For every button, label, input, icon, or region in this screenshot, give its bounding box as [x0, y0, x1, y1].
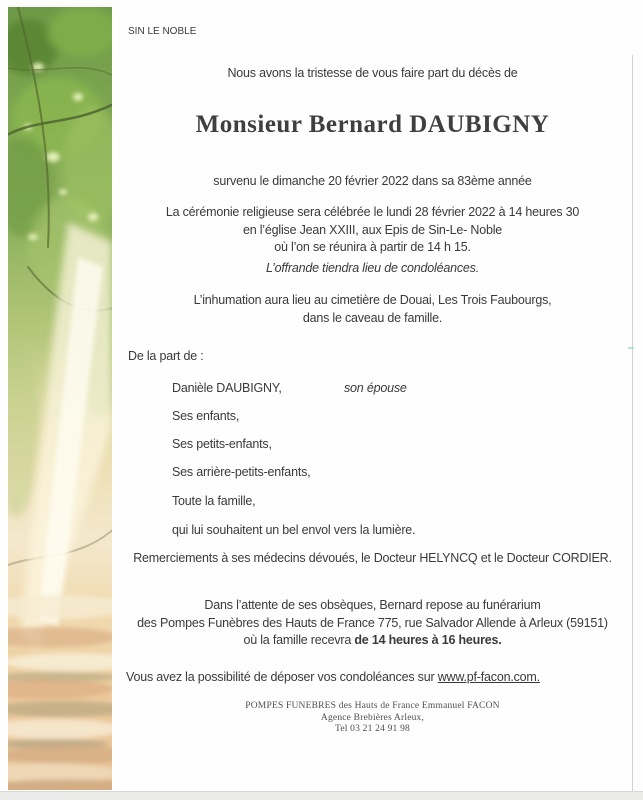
family-member-name: Ses enfants, — [172, 409, 240, 423]
intro-line: Nous avons la tristesse de vous faire part du décès de — [227, 66, 518, 80]
family-member-name: Danièle DAUBIGNY, — [172, 381, 282, 395]
condolences-website-link[interactable]: www.pf-facon.com. — [437, 670, 540, 684]
footer-company-name: POMPES FUNEBRES des Hauts de France Emmanuel FACON — [245, 701, 500, 711]
thanks-line: Remerciements à ses médecins dévoués, le Docteur HELYNCQ et le Docteur CORDIER. — [133, 551, 612, 565]
condolences-text: Vous avez la possibilité de déposer vos condoléances sur — [126, 670, 438, 684]
funeral-home-details — [112, 597, 633, 650]
visiting-hours: de 14 heures à 16 heures. — [354, 633, 502, 647]
family-member-relation: son épouse — [344, 381, 407, 395]
forest-photo — [8, 7, 112, 790]
footer-phone: Tel 03 21 24 91 98 — [335, 724, 410, 734]
repose-line-2: des Pompes Funèbres des Hauts de France 775, rue Salvador Allende à Arleux (59151) — [137, 615, 608, 630]
footer-agency: Agence Brebières Arleux, — [320, 712, 425, 723]
burial-line-2: dans le caveau de famille. — [302, 310, 443, 325]
repose-line-3: où la famille recevra de 14 heures à 16 heures. — [243, 633, 502, 647]
ceremony-line-2: en l’église Jean XXIII, aux Epis de Sin-Le- Noble — [242, 222, 503, 237]
condolences-line — [126, 670, 540, 684]
city-label: SIN LE NOBLE — [128, 26, 197, 37]
family-member-name: qui lui souhaitent un bel envol vers la lumière. — [172, 523, 416, 537]
page-edge-line — [632, 55, 633, 791]
from-label: De la part de : — [128, 349, 204, 363]
page-bottom-shadow — [0, 791, 643, 800]
burial-details — [112, 292, 633, 327]
offering-line: L’offrande tiendra lieu de condoléances. — [266, 261, 479, 275]
scan-artifact — [628, 347, 634, 349]
death-date-line: survenu le dimanche 20 février 2022 dans sa 83ème année — [213, 174, 532, 188]
ceremony-line-1: La cérémonie religieuse sera célébrée le lundi 28 février 2022 à 14 heures 30 — [165, 205, 580, 219]
burial-line-1: L’inhumation aura lieu au cimetière de Douai, Les Trois Faubourgs, — [193, 293, 552, 307]
family-member-name: Ses petits-enfants, — [172, 437, 272, 451]
ceremony-details — [112, 204, 633, 257]
funeral-home-footer — [112, 701, 633, 736]
ceremony-line-3: où l’on se réunira à partir de 14 h 15. — [274, 240, 471, 254]
repose-line-1: Dans l’attente de ses obsèques, Bernard repose au funérarium — [204, 598, 541, 612]
family-member-name: Toute la famille, — [172, 494, 256, 508]
family-member-name: Ses arrière-petits-enfants, — [172, 465, 311, 479]
deceased-name: Monsieur Bernard DAUBIGNY — [195, 111, 550, 138]
